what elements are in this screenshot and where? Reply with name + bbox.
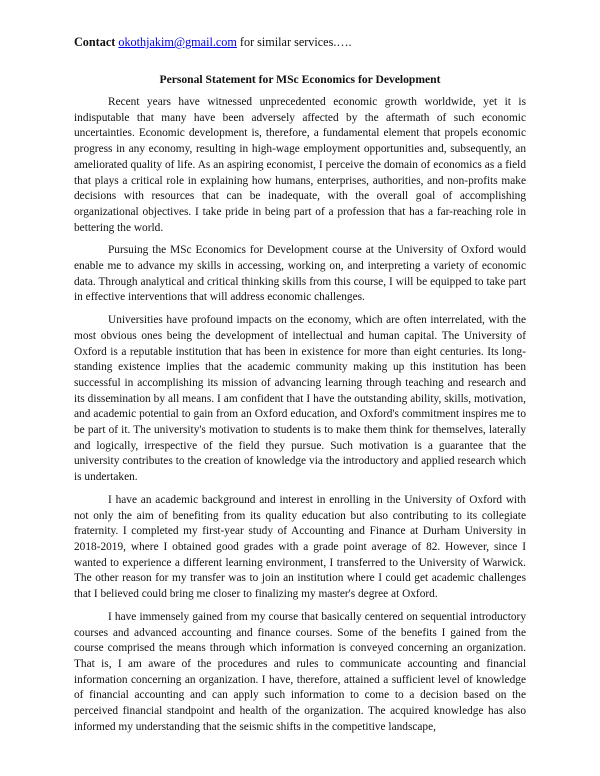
paragraph-2: Pursuing the MSc Economics for Development course at the University of Oxford would enable me to advance my skills in accessing, working on, and interpreting a variety of economic data. Through analytical and critical thinking skills from this course, I will be equipped to take part in effective interventions that will address economic challenges. <box>74 244 526 304</box>
paragraph-5: I have immensely gained from my course that basically centered on sequential introductory courses and advanced accounting and finance courses. Some of the benefits I gained from the course comprised the means through which information is conveyed concerning an organization. That is, I am aware of the procedures and rules to communicate accounting and financial information concerning an organization. I have, therefore, attained a sufficient level of knowledge of financial accounting and can apply such information to come to a decision based on the perceived financial standpoint and health of the organization. The acquired knowledge has also informed my understanding that the seismic shifts in the competitive landscape, <box>74 610 526 733</box>
contact-email-link[interactable]: okothjakim@gmail.com <box>118 35 237 49</box>
paragraph-3: Universities have profound impacts on the economy, which are often interrelated, with the most obvious ones being the development of intellectual and human capital. The University of Oxford is a reputable institution that has been in existence for more than eight centuries. Its long-standing existence implies that the academic community making up this institution has been successful in accomplishing its mission of advancing learning through teaching and research and its dissemination by all means. I am confident that I have the outstanding ability, skills, motivation, and academic potential to gain from an Oxford education, and Oxford's commitment inspires me to be part of it. The university's motivation to students is to make them think for themselves, laterally and logically, irrespective of the field they pursue. Such motivation is a guarantee that the university contributes to the creation of knowledge via the introductory and applied research which is undertaken. <box>74 314 526 484</box>
paragraph-1: Recent years have witnessed unprecedented economic growth worldwide, yet it is indisputable that many have been adversely affected by the aftermath of such economic uncertainties. Economic development is, therefore, a fundamental element that propels economic progress in any economy, resulting in high-wage employment opportunities and, subsequently, an ameliorated quality of life. As an aspiring economist, I perceive the domain of economics as a field that plays a critical role in explaining how humans, enterprises, authorities, and non-profits make decisions with resources that can be inadequate, with the overall goal of accomplishing organizational objectives. I take pride in being part of a profession that has a far-reaching role in bettering the world. <box>74 96 526 234</box>
contact-suffix: for similar services.…. <box>239 35 352 49</box>
document-title: Personal Statement for MSc Economics for Development <box>159 73 441 86</box>
paragraph-4: I have an academic background and interest in enrolling in the University of Oxford with not only the aim of benefiting from its quality education but also contributing to its collegiate fraternity. I completed my first-year study of Accounting and Finance at Durham University in 2018-2019, where I obtained good grades with a grade point average of 82. However, since I wanted to experience a different learning environment, I transferred to the University of Warwick. The other reason for my transfer was to join an institution where I could get academic challenges that I believed could bring me closer to finalizing my master's degree at Oxford. <box>74 493 526 601</box>
contact-label: Contact <box>74 35 116 49</box>
contact-line <box>74 34 526 50</box>
